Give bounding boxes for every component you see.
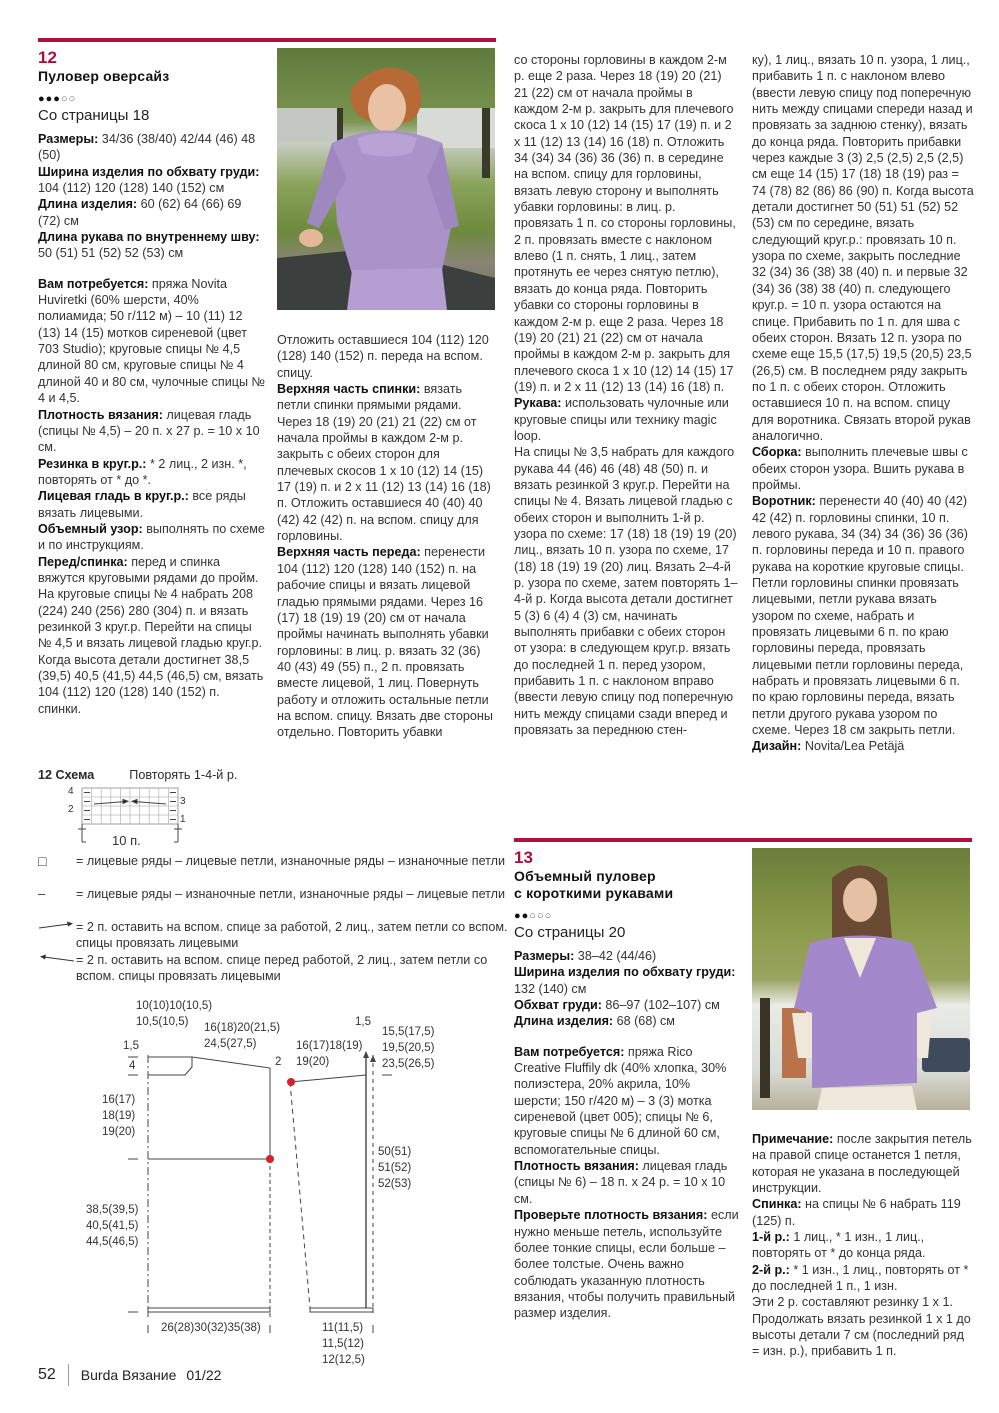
dim-shoulder-2: 24,5(27,5) [204, 1038, 257, 1050]
dim-armhole-3: 19(20) [102, 1126, 136, 1138]
dim-saddle: 15,5(17,5) [382, 1026, 435, 1038]
legend-item-cable-right [38, 919, 518, 953]
difficulty-empty-dots: ○○○ [529, 910, 553, 922]
length: Длина изделия: 60 (62) 64 (66) 69 (72) см [38, 197, 242, 228]
legend-item-knit [38, 853, 518, 887]
design-credit: Дизайн: Novita/Lea Petäjä [752, 739, 905, 754]
pattern-title: Пуловер оверсайз [38, 68, 170, 84]
sleeves: Рукава: использовать чулочные или круговые спицы или технику magic loop. [514, 396, 729, 443]
footer-divider [68, 1364, 69, 1386]
seam-marker-sleeve [287, 1078, 295, 1086]
sleeve-length: Длина рукава по внутреннему шву: 50 (51) 51 (52) 52 (53) см [38, 230, 260, 261]
row-2: 2-й р.: * 1 изн., 1 лиц., повторять от * до последней 1 п., 1 изн. [752, 1262, 969, 1294]
chart-row-label-2: 2 [68, 804, 74, 815]
dim-sleeve-top: 16(17)18(19) [296, 1040, 363, 1052]
rib-text: Эти 2 р. составляют резинку 1 х 1. Продолжать вязать резинкой 1 х 1 до высоты детали 7 см (последний ряд = изн. р.), прибавить 1 п. [752, 1295, 971, 1359]
photo-illustration [752, 848, 970, 1110]
legend-text: = 2 п. оставить на вспом. спице за работой, 2 лиц., затем петли со вспом. спицы провязать лицевыми [76, 920, 508, 951]
arrow-left-icon [38, 952, 78, 968]
page-number: 52 [38, 1366, 56, 1383]
dim-sleeve-length-2: 51(52) [378, 1162, 412, 1174]
empty-square-icon: □ [38, 853, 47, 869]
legend-text: = лицевые ряды – лицевые петли, изнаночные ряды – изнаночные петли [76, 854, 506, 868]
chart-width-label: 10 п. [112, 833, 141, 848]
scheme-title: 12 Схема Повторять 1-4-й р. [38, 768, 238, 782]
schematic-diagram [80, 995, 440, 1366]
pattern-number: 13 [514, 848, 533, 867]
length: Длина изделия: 68 (68) см [514, 1014, 675, 1029]
dim-neck-width-2: 10,5(10,5) [136, 1016, 189, 1028]
dim-body-length-2: 40,5(41,5) [86, 1220, 139, 1232]
legend-text: = лицевые ряды – изнаночные петли, изнаночные ряды – лицевые петли [76, 887, 506, 901]
dim-sleeve-length: 50(51) [378, 1146, 412, 1158]
chest-width: Ширина изделия по обхвату груди: 132 (140) см [514, 965, 736, 996]
chart-row-label-4: 4 [68, 786, 74, 797]
difficulty-empty-dots: ○○ [60, 93, 77, 105]
difficulty-rating [514, 908, 740, 924]
dim-cuff-3: 12(12,5) [322, 1354, 365, 1366]
pattern-title-line2: с короткими рукавами [514, 885, 674, 901]
upper-front: Верхняя часть переда: перенести 104 (112) 120 (128) 140 (152) п. на рабочие спицы и вязать лицевой гладью прямыми рядами. Через 16 (17) 18 (19) 19 (20) см от начала проймы начинать выполнять убавки горловины: в лиц. р. вязать 32 (36) 40 (43) 49 (55) п., 2 п. провязать вместе лицевой, 1 лиц. Повернуть работу и отложить остальные петли на вспом. спицу. Вязать две стороны отдельно. Повторить убавки [277, 545, 493, 740]
materials: Вам потребуется: пряжа Novita Huviretki (60% шерсти, 40% полиамида; 50 г/112 м) – 10 (11) 12 (13) 14 (15) мотков сиреневой (цвет 703 Studio); круговые спицы № 4,5 длиной 80 см, круговые спицы № 4 длиной 40 и 80 см, чулочные спицы № 4 и 4,5. [38, 276, 266, 406]
difficulty-filled-dots: ●●● [38, 93, 61, 105]
legend-item-cable-left [38, 952, 518, 986]
sizes: Размеры: 38–42 (44/46) [514, 949, 657, 963]
check-gauge: Проверьте плотность вязания: если нужно меньше петель, используйте более тонкие спицы, если больше – более толстые. Очень важно соблюдать указанную плотность вязания, чтобы получить правильный размер изделия. [514, 1208, 739, 1321]
scheme-repeat: Повторять 1-4-й р. [129, 768, 238, 782]
dim-sleeve-length-3: 52(53) [378, 1178, 412, 1190]
page-footer [38, 1364, 221, 1386]
materials: Вам потребуется: пряжа Rico Creative Fluffily dk (40% хлопка, 30% полиэстера, 20% акрила, 10% шерсти; 150 г/420 м) – 3 (3) мотка сиреневой (цвет 005); спицы № 6, круговые спицы № 6 длиной 60 см, вспомогательные спицы. [514, 1044, 727, 1157]
pattern-title-line1: Объемный пуловер [514, 868, 656, 884]
back: Спинка: на спицы № 6 набрать 119 (125) п. [752, 1197, 961, 1228]
note: Примечание: после закрытия петель на правой спице останется 1 петля, которая не указана в последующей инструкции. [752, 1132, 972, 1196]
pattern-12-column-2 [277, 332, 497, 741]
issue-number: 01/22 [186, 1367, 222, 1383]
seam-marker-body [266, 1155, 274, 1163]
bust: Обхват груди: 86–97 (102–107) см [514, 998, 720, 1013]
pattern-12-column-3 [514, 52, 738, 738]
chart-row-label-1: 1 [180, 814, 186, 825]
dim-body-length-3: 44,5(46,5) [86, 1236, 139, 1248]
dim-saddle-height: 1,5 [355, 1016, 371, 1028]
gauge: Плотность вязания: лицевая гладь (спицы № 4,5) – 20 п. х 27 р. = 10 х 10 см. [38, 407, 260, 455]
upper-back: Верхняя часть спинки: вязать петли спинки прямыми рядами. Через 18 (19) 20 (21) 21 (22) см от начала проймы в каждом 2-м р. закрыть с обеих сторон для плечевых скосов 1 х 10 (12) 14 (15) 17 (19) п. и 2 х 11 (12) 13 (14) 16 (18) п. Отложить оставшиеся 40 (40) 40 (42) 42 (42) п. на вспом. спицу для горловины. [277, 382, 491, 544]
dim-neck-width: 10(10)10(10,5) [136, 1000, 213, 1012]
legend-item-purl [38, 886, 518, 920]
legend-text: = 2 п. оставить на вспом. спице перед работой, 2 лиц., затем петли со вспом. спицы провязать лицевыми [76, 953, 488, 984]
dim-sleeve-top-2: 19(20) [296, 1056, 330, 1068]
dim-shoulder-drop: 2 [275, 1056, 282, 1068]
col4-text1: ку), 1 лиц., вязать 10 п. узора, 1 лиц., прибавить 1 п. с наклоном влево (ввести левую спицу под поперечную нить между спицами спереди назад и провязать за заднюю стенку), вязать до конца ряда. Повторить прибавки через каждые 3 (3) 2,5 (2,5) 2,5 (2,5) см еще 14 (15) 17 (18) 18 (19) раз = 74 (78) 82 (86) 86 (90) п. Когда высота детали достигнет 50 (51) 51 (52) 52 (53) см по середине, вязать следующий круг.р.: провязать 10 п. узора по схеме, закрыть последние 32 (34) 36 (38) 38 (40) п. и первые 32 (34) 36 (38) 38 (40) п. следующего круг.р. = 10 п. узора остаются на спице. Прибавить по 1 п. для шва с обеих сторон. Вязать 12 п. узора по схеме еще 15,5 (17,5) 19,5 (20,5) 23,5 (26,5) см. В последнем ряду закрыть по 1 п. с обеих сторон. Отложить оставшиеся 10 п. на вспом. спицу для воротника. Связать второй рукав аналогично. [752, 53, 974, 443]
pattern-12-photo [277, 48, 495, 310]
assembly: Сборка: выполнить плечевые швы с обеих сторон узора. Вшить рукава в проймы. [752, 445, 968, 492]
pattern-12-column-4 [752, 52, 974, 755]
col2-intro: Отложить оставшиеся 104 (112) 120 (128) 140 (152) п. переда на вспом. спицу. [277, 333, 489, 380]
arrow-right-icon [38, 919, 78, 935]
dim-saddle-2: 19,5(20,5) [382, 1042, 435, 1054]
section-12-rule [38, 38, 496, 42]
stitch-chart [62, 786, 202, 846]
col3-text2: На спицы № 3,5 набрать для каждого рукава 44 (46) 46 (48) 48 (50) п. и вязать резинкой 3 круг.р. Перейти на спицы № 4. Вязать лицевой гладью с обеих сторон и выполнить 1-й р. узора по схеме: 17 (18) 18 (19) 19 (20) лиц., вязать 10 п. узора по схеме, 17 (18) 18 (19) 19 (20) лиц. Вязать 2–4-й р. узора по схеме, затем повторять 1–4-й р. Когда высота детали достигнет 5 (3) 6 (4) 4 (3) см, начинать выполнять прибавки с обеих сторон от узора: в следующем круг.р. вязать до последней 1 п. перед узором, прибавить 1 п. с наклоном вправо (ввести левую спицу под поперечную нить между спицами сзади вперед и провязать за переднюю стен- [514, 445, 738, 738]
pattern-13-column-1 [514, 848, 740, 1322]
chart-row-label-3: 3 [180, 796, 186, 807]
col3-text1: со стороны горловины в каждом 2-м р. еще 2 раза. Через 18 (19) 20 (21) 21 (22) см от начала проймы в каждом 2-м р. закрыть для плечевого скоса 1 х 10 (12) 14 (15) 17 (19) п. и 2 х 11 (12) 13 (14) 16 (18) п. Отложить 34 (34) 34 (36) 36 (36) п. в середине на вспом. спицу для горловины, вязать левую сторону и выполнять убавки горловины: в лиц. р. провязать 1 п. со стороны горловины, 2 п. провязать вместе с наклоном влево (1 п. снять, 1 лиц., затем протянуть ее через снятую петлю), вязать до конца ряда. Повторить убавки со стороны горловины в каждом 2-м р. еще 2 раза. Через 18 (19) 20 (21) 21 (22) см от начала проймы в каждом 2-м р. закрыть для плечевого скоса 1 х 10 (12) 14 (15) 17 (19) п. и 2 х 11 (12) 13 (14) 16 (18) п. [514, 53, 736, 394]
sizes: Размеры: 34/36 (38/40) 42/44 (46) 48 (50) [38, 132, 256, 163]
dim-armhole: 16(17) [102, 1094, 136, 1106]
dim-armhole-2: 18(19) [102, 1110, 136, 1122]
row-1: 1-й р.: 1 лиц., * 1 изн., 1 лиц., повторять от * до конца ряда. [752, 1230, 926, 1261]
pattern-13-photo [752, 848, 970, 1110]
dim-neck-depth-2: 4 [129, 1060, 136, 1072]
magazine-name: Burda Вязание [80, 1367, 177, 1383]
dim-cuff: 11(11,5) [322, 1322, 364, 1334]
collar: Воротник: перенести 40 (40) 40 (42) 42 (42) п. горловины спинки, 10 п. левого рукава, 34 (34) 34 (36) 36 (36) п. горловины переда и 10 п. правого рукава на короткие круговые спицы. Петли горловины спинки провязать лицевыми, петли рукава вязать узором по схеме, набрать и провязать лицевыми 6 п. по краю горловины переда, провязать лицевыми петли горловины переда, набрать и провязать лицевыми 6 п. по краю горловины переда, вязать петли другого рукава узором по схеме. Через 18 см закрыть петли. [752, 494, 968, 738]
photo-illustration [277, 48, 495, 310]
from-page: Со страницы 18 [38, 107, 150, 124]
dim-body-width: 26(28)30(32)35(38) [161, 1322, 261, 1334]
pattern-12-column-1 [38, 48, 266, 717]
stockinette: Лицевая гладь в круг.р.: все ряды вязать лицевыми. [38, 489, 246, 520]
texture-pattern: Объемный узор: выполнять по схеме и по инструкциям. [38, 521, 265, 553]
chest-width: Ширина изделия по обхвату груди: 104 (112) 120 (128) 140 (152) см [38, 164, 260, 196]
difficulty-filled-dots: ●● [514, 910, 530, 922]
dim-body-length: 38,5(39,5) [86, 1204, 139, 1216]
pattern-number: 12 [38, 48, 57, 67]
dim-shoulder: 16(18)20(21,5) [204, 1022, 281, 1034]
difficulty-rating [38, 91, 266, 107]
from-page: Со страницы 20 [514, 924, 626, 941]
dim-saddle-3: 23,5(26,5) [382, 1058, 435, 1070]
section-13-rule [514, 838, 972, 842]
dash-icon: – [38, 887, 46, 901]
dim-cuff-2: 11,5(12) [322, 1338, 364, 1350]
front-back: Перед/спинка: перед и спинка вяжутся круговыми рядами до пройм. На круговые спицы № 4 набрать 208 (224) 240 (256) 280 (304) п. и вязать резинкой 3 круг.р. Перейти на спицы № 4,5 и вязать лицевой гладью круг.р. Когда высота детали достигнет 38,5 (39,5) 40,5 (41,5) 44,5 (46,5) см, вязать 104 (112) 120 (128) 140 (152) п. спинки. [38, 554, 264, 716]
dim-neck-depth: 1,5 [123, 1040, 139, 1052]
rib: Резинка в круг.р.: * 2 лиц., 2 изн. *, повторять от * до *. [38, 456, 247, 487]
pattern-13-column-2 [752, 1131, 974, 1360]
gauge: Плотность вязания: лицевая гладь (спицы № 6) – 18 п. х 24 р. = 10 х 10 см. [514, 1159, 728, 1206]
